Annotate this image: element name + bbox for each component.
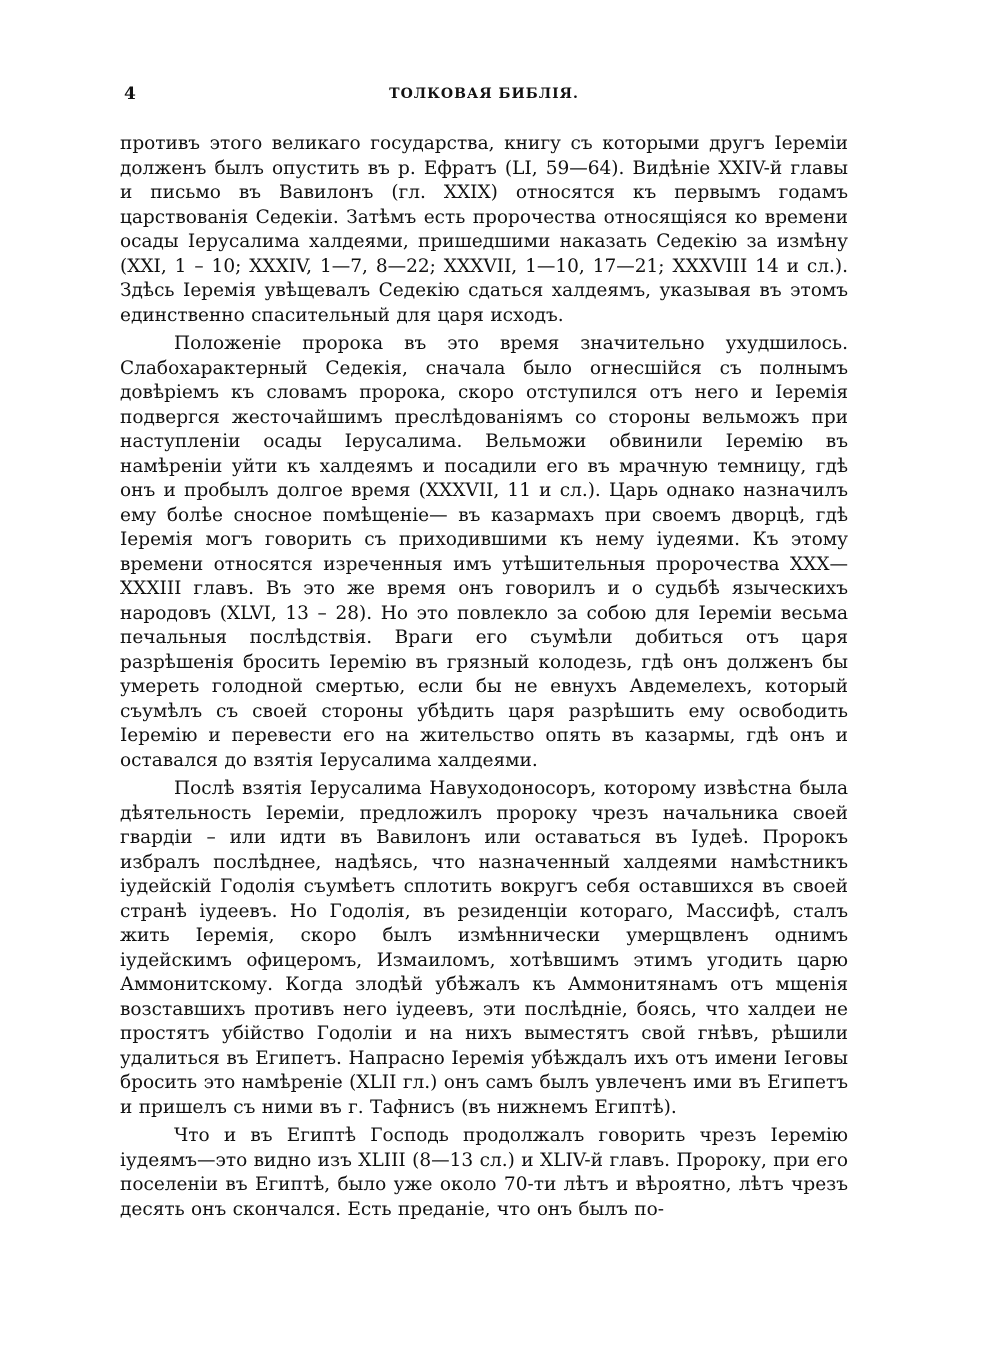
page-header xyxy=(120,84,848,114)
page-number: 4 xyxy=(124,84,136,104)
paragraph: Положенiе пророка въ это время значительно ухудшилось. Слабохарактерный Седекiя, сначала было огнесшiйся съ полнымъ довѣрiемъ къ словамъ пророка, скоро отступился отъ него и Iеремiя подвергся жесточайшимъ преслѣдованiямъ со стороны вельможъ при наступленiи осады Iерусалима. Вельможи обвинили Iеремiю въ намѣренiи уйти къ халдеямъ и посадили его въ мрачную темницу, гдѣ онъ и пробылъ долгое время (XXXVII, 11 и сл.). Царь однако назначилъ ему болѣе сносное помѣщенiе— въ казармахъ при своемъ дворцѣ, гдѣ Iеремiя могъ говорить съ приходившими къ нему iудеями. Къ этому времени относятся изреченныя имъ утѣшительныя пророчества XXX—XXXIII главъ. Въ это же время онъ говорилъ и о судьбѣ языческихъ народовъ (XLVI, 13 – 28). Но это повлекло за собою для Iеремiи весьма печальныя послѣдствiя. Враги его съумѣли добиться отъ царя разрѣшенiя бросить Iеремiю въ грязный колодезь, гдѣ онъ долженъ бы умереть голодной смертью, если бы не евнухъ Авдемелехъ, который съумѣлъ съ своей стороны убѣдить царя разрѣшить ему освободить Iеремiю и перевести его на жительство опять въ казармы, гдѣ онъ и оставался до взятiя Iерусалима халдеями. xyxy=(120,333,848,771)
book-page xyxy=(120,84,848,1222)
paragraph: противъ этого великаго государства, книгу съ которыми другъ Iеремiи долженъ былъ опустить въ р. Ефратъ (LI, 59—64). Видѣнiе XXIV-й главы и письмо въ Вавилонъ (гл. XXIX) относятся къ первымъ годамъ царствованiя Седекiи. Затѣмъ есть пророчества относящiяся ко времени осады Iерусалима халдеями, пришедшими наказать Седекiю за измѣну (XXI, 1 – 10; XXXIV, 1—7, 8—22; XXXVII, 1—10, 17—21; XXXVIII 14 и сл.). Здѣсь Iеремiя увѣщевалъ Седекiю сдаться халдеямъ, указывая въ этомъ единственно спасительный для царя исходъ. xyxy=(120,133,848,326)
body-text xyxy=(120,132,848,1222)
paragraph: Послѣ взятiя Iерусалима Навуходоносоръ, которому извѣстна была дѣятельность Iеремiи, предложилъ пророку чрезъ начальника своей гвардiи – или идти въ Вавилонъ или оставаться въ Iудеѣ. Пророкъ избралъ послѣднее, надѣясь, что назначенный халдеями намѣстникъ iудейскiй Годолiя съумѣетъ сплотить вокругъ себя оставшихся въ своей странѣ iудеевъ. Но Годолiя, въ резиденцiи котораго, Массифѣ, сталъ жить Iеремiя, скоро былъ измѣннически умерщвленъ однимъ iудейскимъ офицеромъ, Измаиломъ, хотѣвшимъ этимъ угодить царю Аммонитскому. Когда злодѣй убѣжалъ къ Аммонитянамъ отъ мщенiя возставшихъ противъ него iудеевъ, эти послѣднiе, боясь, что халдеи не простятъ убiйство Годолiи и на нихъ выместятъ свой гнѣвъ, рѣшили удалиться въ Египетъ. Напрасно Iеремiя убѣждалъ ихъ отъ имени Iеговы бросить это намѣренiе (XLII гл.) онъ самъ былъ увлеченъ ими въ Египетъ и пришелъ съ ними въ г. Тафнисъ (въ нижнемъ Египтѣ). xyxy=(120,778,848,1118)
running-title: ТОЛКОВАЯ БИБЛІЯ. xyxy=(389,86,579,102)
paragraph: Что и въ Египтѣ Господь продолжалъ говорить чрезъ Iеремiю iудеямъ—это видно изъ XLIII (8—13 сл.) и XLIV-й главъ. Пророку, при его поселенiи въ Египтѣ, было уже около 70-ти лѣтъ и вѣроятно, лѣтъ чрезъ десять онъ скончался. Есть преданiе, что онъ былъ по- xyxy=(120,1125,848,1220)
